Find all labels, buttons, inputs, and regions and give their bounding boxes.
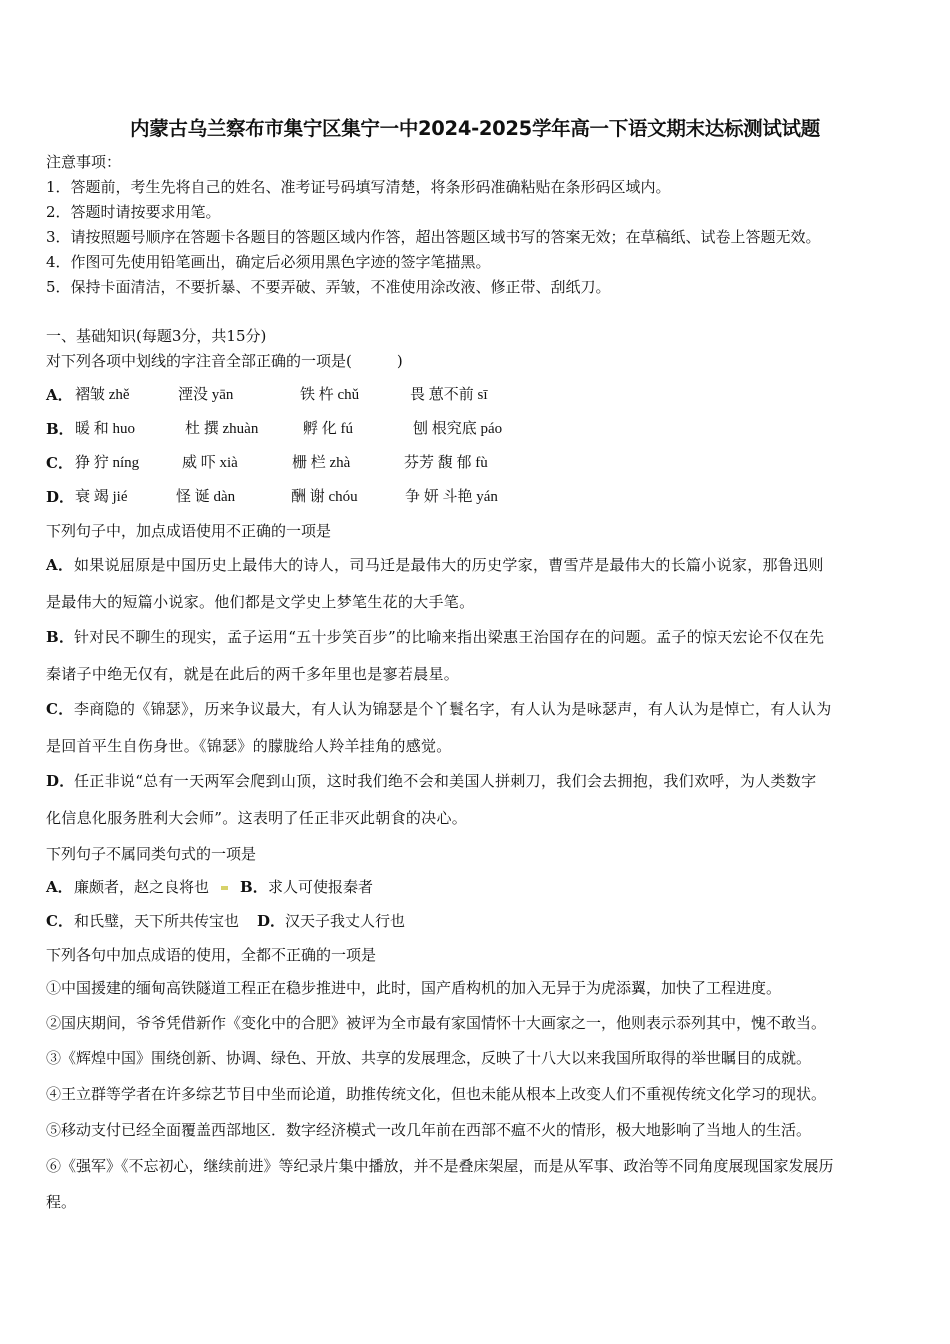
option-text: 如果说屈原是中国历史上最伟大的诗人，司马迁是最伟大的历史学家，曹雪芹是最伟大的长篇小说家，那鲁迅则 [74,556,824,574]
pinyin-item: 怪 诞 dàn [176,489,236,505]
pinyin-item: 褶皱 zhě [75,387,130,403]
q4-item: ④王立群等学者在许多综艺节目中坐而论道，助推传统文化，但也未能从根本上改变人们不重视传统文化学习的现状。 [46,1085,827,1103]
option-label: A． [46,386,73,404]
q2-option-a [46,555,824,575]
pinyin-item: 酬 谢 chóu [291,489,358,505]
q4-item: ⑤移动支付已经全面覆盖西部地区．数字经济模式一改几年前在西部不瘟不火的情形，极大地影响了当地人的生活。 [46,1121,812,1139]
option-text: 求人可使报秦者 [268,878,374,896]
pinyin-item: 栅 栏 zhà [292,455,351,471]
question-stem: 下列各句中加点成语的使用，全都不正确的一项是 [46,946,377,964]
option-label: D． [257,912,286,930]
pinyin-item: 狰 狞 níng [75,455,140,471]
q1-option-b [46,419,74,439]
pinyin-item: 暖 和 huo [75,421,136,437]
q3-row [46,911,405,931]
pinyin-item: 衰 竭 jié [75,489,128,505]
option-text: 李商隐的《锦瑟》，历来争议最大，有人认为锦瑟是个丫鬟名字，有人认为是咏瑟声，有人认为是悼亡，有人认为 [74,700,832,718]
q2-option-b [46,627,824,647]
q4-item: ③《辉煌中国》围绕创新、协调、绿色、开放、共享的发展理念，反映了十八大以来我国所取得的举世瞩目的成就。 [46,1049,812,1067]
option-text-cont: 化信息化服务胜利大会师”。这表明了任正非灭此朝食的决心。 [46,809,468,827]
notice-item: 2．答题时请按要求用笔。 [46,203,221,221]
highlight-mark [221,886,228,890]
notice-item: 3．请按照题号顺序在答题卡各题目的答题区域内作答，超出答题区域书写的答案无效；在草稿纸、试卷上答题无效。 [46,228,821,246]
option-text: 和氏璧，天下所共传宝也 [74,912,240,930]
notice-item: 4．作图可先使用铅笔画出，确定后必须用黑色字迹的签字笔描黑。 [46,253,491,271]
option-text-cont: 秦诸子中绝无仅有，就是在此后的两千多年里也是寥若晨星。 [46,665,460,683]
page-title: 内蒙古乌兰察布市集宁区集宁一中2024-2025学年高一下语文期末达标测试试题 [130,117,820,140]
option-text: 任正非说“总有一天两军会爬到山顶，这时我们绝不会和美国人拼刺刀，我们会去拥抱，我们欢呼，为人类数字 [74,772,817,790]
option-text: 廉颇者，赵之良将也 [74,878,210,896]
option-text-cont: 是回首平生自伤身世。《锦瑟》的朦胧给人羚羊挂角的感觉。 [46,737,452,755]
notice-item: 5．保持卡面清洁，不要折暴、不要弄破、弄皱，不准使用涂改液、修正带、刮纸刀。 [46,278,611,296]
q4-item-cont: 程。 [46,1193,77,1211]
option-label: C． [46,912,73,930]
pinyin-item: 争 妍 斗艳 yán [405,489,498,505]
pinyin-item: 畏 葸不前 sī [410,387,488,403]
option-label: D． [46,488,75,506]
notice-item: 1．答题前，考生先将自己的姓名、准考证号码填写清楚，将条形码准确粘贴在条形码区域内。 [46,178,671,196]
q1-option-d [46,487,74,507]
pinyin-item: 刨 根究底 páo [413,421,503,437]
option-text: 针对民不聊生的现实，孟子运用“五十步笑百步”的比喻来指出梁惠王治国存在的问题。孟子的惊天宏论不仅在先 [74,628,825,646]
q2-option-c [46,699,832,719]
option-label: C． [46,700,74,718]
q1-option-c [46,453,74,473]
question-stem: 对下列各项中划线的字注音全部正确的一项是( ) [46,352,403,370]
q4-item: ⑥《强军》《不忘初心，继续前进》等纪录片集中播放，并不是叠床架屋，而是从军事、政治等不同角度展现国家发展历 [46,1157,834,1175]
option-label: B． [240,878,268,896]
pinyin-item: 威 吓 xià [182,455,238,471]
pinyin-item: 孵 化 fú [303,421,353,437]
q1-option-a [46,385,74,405]
option-label: D． [46,772,75,790]
option-label: B． [46,628,75,646]
option-text: 汉天子我丈人行也 [285,912,406,930]
section-heading: 一、基础知识(每题3分，共15分) [46,327,267,345]
option-label: B． [46,420,74,438]
notice-heading: 注意事项： [46,153,122,171]
q4-item: ②国庆期间，爷爷凭借新作《变化中的合肥》被评为全市最有家国情怀十大画家之一，他则表示忝列其中，愧不敢当。 [46,1014,827,1032]
option-label: C． [46,454,73,472]
option-text-cont: 是最伟大的短篇小说家。他们都是文学史上梦笔生花的大手笔。 [46,593,475,611]
pinyin-item: 铁 杵 chǔ [300,387,360,403]
pinyin-item: 芬芳 馥 郁 fù [404,455,488,471]
option-label: A． [46,878,73,896]
question-stem: 下列句子中，加点成语使用不正确的一项是 [46,522,332,540]
q4-item: ①中国援建的缅甸高铁隧道工程正在稳步推进中，此时，国产盾构机的加入无异于为虎添翼，加快了工程进度。 [46,979,782,997]
pinyin-item: 湮没 yān [178,387,234,403]
option-label: A． [46,556,74,574]
q2-option-d [46,771,816,791]
pinyin-item: 杜 撰 zhuàn [185,421,259,437]
q3-row [46,877,373,897]
question-stem: 下列句子不属同类句式的一项是 [46,845,257,863]
